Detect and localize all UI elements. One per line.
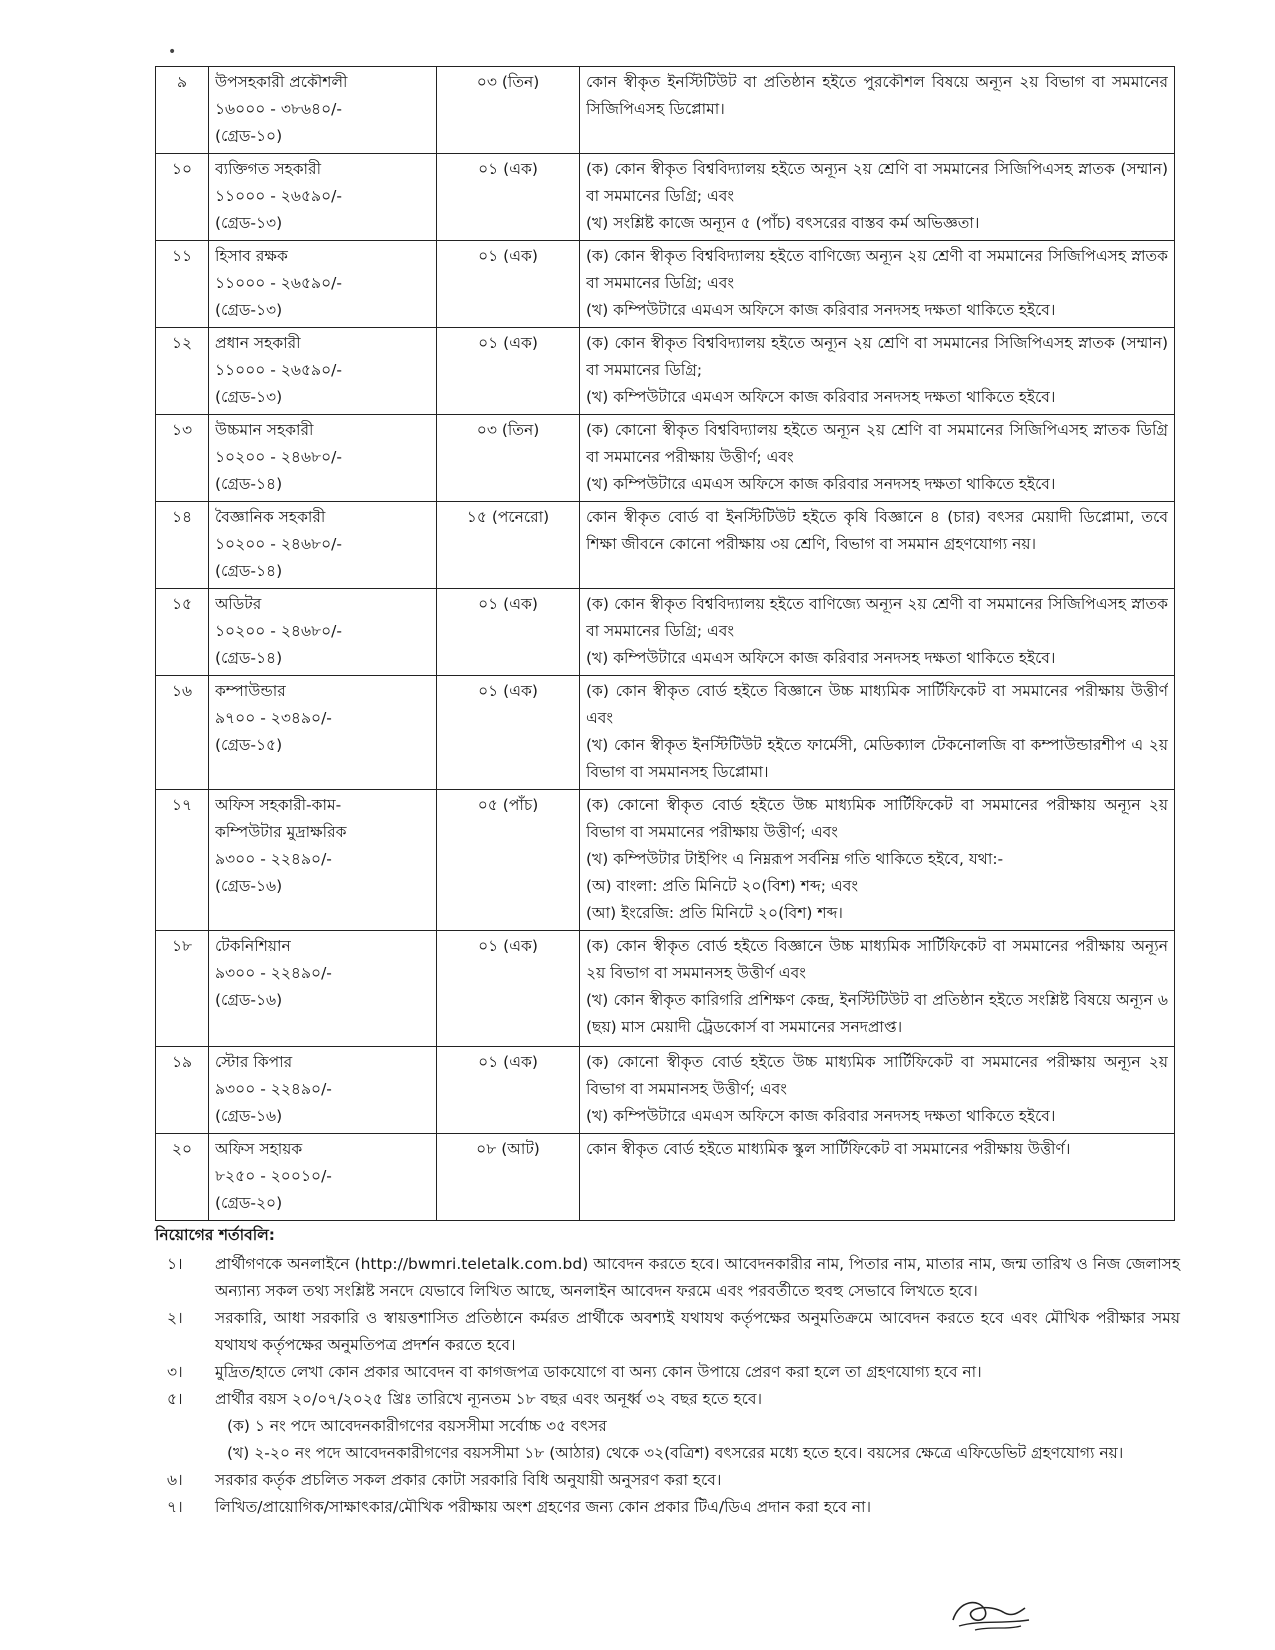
term-text: প্রার্থীর বয়স ২০/০৭/২০২৫ খ্রিঃ তারিখে ন্যূনতম ১৮ বছর এবং অনূর্ধ্ব ৩২ বছর হতে হবে।: [215, 1390, 763, 1408]
term-number: ৭।: [167, 1498, 183, 1516]
post-name: উপসহকারী প্রকৌশলী: [215, 73, 348, 91]
posts-table-body: [156, 67, 1175, 1221]
post-name: হিসাব রক্ষক: [215, 247, 288, 265]
qualification-item: (ক) কোন স্বীকৃত বিশ্ববিদ্যালয় হইতে অন্যূন ২য় শ্রেণি বা সমমানের সিজিপিএসহ স্নাতক (সম্মান) বা সমমানের ডিগ্রি;: [586, 334, 1168, 379]
serial-number-cell: ১৫: [156, 589, 209, 676]
table-row: [156, 154, 1175, 241]
post-name: ব্যক্তিগত সহকারী: [215, 160, 322, 178]
term-item: [155, 1305, 1180, 1359]
post-detail: ৮২৫০ - ২০০১০/-: [215, 1167, 332, 1185]
table-row: [156, 502, 1175, 589]
post-name: অফিস সহকারী-কাম-: [215, 796, 342, 814]
terms-title: নিয়োগের শর্তাবলি:: [155, 1226, 275, 1244]
terms-list: [155, 1251, 1180, 1413]
serial-number-cell: ১৪: [156, 502, 209, 589]
vacancy-count-cell: ০৮ (আট): [437, 1134, 580, 1221]
qualification-item: (খ) সংশ্লিষ্ট কাজে অন্যূন ৫ (পাঁচ) বৎসরের বাস্তব কর্ম অভিজ্ঞতা।: [586, 214, 980, 232]
qualification-item: (খ) কম্পিউটারে এমএস অফিসে কাজ করিবার সনদসহ দক্ষতা থাকিতে হইবে।: [586, 649, 1056, 667]
qualification-item: (ক) কোন স্বীকৃত বিশ্ববিদ্যালয় হইতে বাণিজ্যে অন্যূন ২য় শ্রেণী বা সমমানের সিজিপিএসহ স্নাতক বা সমমানের ডিগ্রি; এবং: [586, 247, 1168, 292]
post-name: অফিস সহায়ক: [215, 1140, 303, 1158]
qualification-item: (আ) ইংরেজি: প্রতি মিনিটে ২০(বিশ) শব্দ।: [586, 904, 843, 922]
qualification-item: কোন স্বীকৃত ইনস্টিটিউট বা প্রতিষ্ঠান হইতে পুরকৌশল বিষয়ে অন্যূন ২য় বিভাগ বা সমমানের সিজিপিএসহ ডিপ্লোমা।: [586, 73, 1168, 118]
post-detail: ৯৩০০ - ২২৪৯০/-: [215, 964, 332, 982]
serial-number-cell: ১৯: [156, 1047, 209, 1134]
term-text: মুদ্রিত/হাতে লেখা কোন প্রকার আবেদন বা কাগজপত্র ডাকযোগে বা অন্য কোন উপায়ে প্রেরণ করা হলে তা গ্রহণযোগ্য হবে না।: [215, 1363, 982, 1381]
term-item: [155, 1359, 1180, 1386]
term-item: [155, 1494, 1180, 1521]
qualification-cell: [580, 790, 1175, 931]
qualification-cell: [580, 676, 1175, 790]
terms-list-continued: [155, 1467, 1180, 1521]
post-detail: ৯৭০০ - ২৩৪৯০/-: [215, 709, 332, 727]
post-detail: (গ্রেড-১৬): [215, 877, 283, 895]
table-row: [156, 67, 1175, 154]
post-name-cell: [209, 790, 437, 931]
post-detail: ৯৩০০ - ২২৪৯০/-: [215, 850, 332, 868]
table-row: [156, 790, 1175, 931]
terms-section: [155, 1222, 1180, 1521]
post-detail: (গ্রেড-১৩): [215, 214, 283, 232]
post-detail: ১১০০০ - ২৬৫৯০/-: [215, 274, 342, 292]
post-name: অডিটর: [215, 595, 262, 613]
post-name-cell: [209, 676, 437, 790]
qualification-cell: [580, 1134, 1175, 1221]
post-detail: (গ্রেড-১০): [215, 127, 283, 145]
table-row: [156, 676, 1175, 790]
serial-number-cell: ৯: [156, 67, 209, 154]
qualification-item: (খ) কম্পিউটারে এমএস অফিসে কাজ করিবার সনদসহ দক্ষতা থাকিতে হইবে।: [586, 388, 1056, 406]
term-text: লিখিত/প্রায়োগিক/সাক্ষাৎকার/মৌখিক পরীক্ষায় অংশ গ্রহণের জন্য কোন প্রকার টিএ/ডিএ প্রদান করা হবে না।: [215, 1498, 872, 1516]
vacancy-count-cell: ০১ (এক): [437, 1047, 580, 1134]
post-detail: (গ্রেড-১৩): [215, 388, 283, 406]
serial-number-cell: ১৩: [156, 415, 209, 502]
term-number: ১।: [167, 1255, 183, 1273]
term-item: [155, 1386, 1180, 1413]
post-detail: (গ্রেড-১৬): [215, 1107, 283, 1125]
post-name: প্রধান সহকারী: [215, 334, 301, 352]
qualification-cell: [580, 328, 1175, 415]
post-detail: ১০২০০ - ২৪৬৮০/-: [215, 535, 342, 553]
qualification-item: (খ) কম্পিউটার টাইপিং এ নিম্নরূপ সর্বনিম্ন গতি থাকিতে হইবে, যথা:-: [586, 850, 1004, 868]
qualification-item: (ক) কোন স্বীকৃত বোর্ড হইতে বিজ্ঞানে উচ্চ মাধ্যমিক সার্টিফিকেট বা সমমানের পরীক্ষায় উত্তীর্ণ এবং: [586, 682, 1168, 727]
post-detail: ১০২০০ - ২৪৬৮০/-: [215, 622, 342, 640]
qualification-cell: [580, 1047, 1175, 1134]
post-detail: (গ্রেড-১৫): [215, 736, 283, 754]
table-row: [156, 415, 1175, 502]
post-name: কম্পাউন্ডার: [215, 682, 286, 700]
post-name: বৈজ্ঞানিক সহকারী: [215, 508, 326, 526]
post-detail: (গ্রেড-১৬): [215, 991, 283, 1009]
table-row: [156, 1134, 1175, 1221]
post-name-cell: [209, 67, 437, 154]
serial-number-cell: ১২: [156, 328, 209, 415]
qualification-item: (খ) কোন স্বীকৃত ইনস্টিটিউট হইতে ফার্মেসী, মেডিক্যাল টেকনোলজি বা কম্পাউন্ডারশীপ এ ২য় বিভাগ বা সমমানসহ ডিপ্লোমা।: [586, 736, 1168, 781]
vacancy-count-cell: ০৫ (পাঁচ): [437, 790, 580, 931]
table-row: [156, 241, 1175, 328]
qualification-item: (ক) কোন স্বীকৃত বোর্ড হইতে বিজ্ঞানে উচ্চ মাধ্যমিক সার্টিফিকেট বা সমমানের পরীক্ষায় অন্যূন ২য় বিভাগ বা সমমানসহ উত্তীর্ণ এবং: [586, 937, 1168, 982]
post-name-cell: [209, 1047, 437, 1134]
qualification-item: (খ) কম্পিউটারে এমএস অফিসে কাজ করিবার সনদসহ দক্ষতা থাকিতে হইবে।: [586, 301, 1056, 319]
age-limit-a: (ক) ১ নং পদে আবেদনকারীগণের বয়সসীমা সর্বোচ্চ ৩৫ বৎসর: [227, 1417, 607, 1435]
post-detail: ১১০০০ - ২৬৫৯০/-: [215, 187, 342, 205]
serial-number-cell: ২০: [156, 1134, 209, 1221]
qualification-item: কোন স্বীকৃত বোর্ড বা ইনস্টিটিউট হইতে কৃষি বিজ্ঞানে ৪ (চার) বৎসর মেয়াদী ডিপ্লোমা, তবে শিক্ষা জীবনে কোনো পরীক্ষায় ৩য় শ্রেণি, বিভাগ বা সমমান গ্রহণযোগ্য নয়।: [586, 508, 1168, 553]
qualification-item: (খ) কম্পিউটারে এমএস অফিসে কাজ করিবার সনদসহ দক্ষতা থাকিতে হইবে।: [586, 475, 1056, 493]
age-limit-b: (খ) ২-২০ নং পদে আবেদনকারীগণের বয়সসীমা ১৮ (আঠার) থেকে ৩২(বত্রিশ) বৎসরের মধ্যে হতে হবে। বয়সের ক্ষেত্রে এফিডেভিট গ্রহণযোগ্য নয়।: [227, 1444, 1124, 1462]
post-name-cell: [209, 589, 437, 676]
post-name-cell: [209, 241, 437, 328]
term-text: সরকার কর্তৃক প্রচলিত সকল প্রকার কোটা সরকারি বিধি অনুযায়ী অনুসরণ করা হবে।: [215, 1471, 722, 1489]
qualification-cell: [580, 67, 1175, 154]
post-detail: (গ্রেড-১৪): [215, 649, 283, 667]
serial-number-cell: ১০: [156, 154, 209, 241]
term-number: ৩।: [167, 1363, 183, 1381]
post-detail: (গ্রেড-১৪): [215, 475, 283, 493]
qualification-item: (খ) কোন স্বীকৃত কারিগরি প্রশিক্ষণ কেন্দ্র, ইনস্টিটিউট বা প্রতিষ্ঠান হইতে সংশ্লিষ্ট বিষয়ে অন্যূন ৬ (ছয়) মাস মেয়াদী ট্রেডকোর্স বা সমমানের সনদপ্রাপ্ত।: [586, 991, 1168, 1036]
post-name: উচ্চমান সহকারী: [215, 421, 314, 439]
post-name-cell: [209, 931, 437, 1047]
post-detail: ৯৩০০ - ২২৪৯০/-: [215, 1080, 332, 1098]
serial-number-cell: ১৮: [156, 931, 209, 1047]
qualification-item: (অ) বাংলা: প্রতি মিনিটে ২০(বিশ) শব্দ; এবং: [586, 877, 859, 895]
table-row: [156, 931, 1175, 1047]
post-detail: কম্পিউটার মুদ্রাক্ষরিক: [215, 823, 347, 841]
vacancy-count-cell: ০১ (এক): [437, 241, 580, 328]
qualification-cell: [580, 154, 1175, 241]
posts-table: [155, 66, 1175, 1221]
term-text: প্রার্থীগণকে অনলাইনে (http://bwmri.teletalk.com.bd) আবেদন করতে হবে। আবেদনকারীর নাম, পিতার নাম, মাতার নাম, জন্ম তারিখ ও নিজ জেলাসহ অন্যান্য সকল তথ্য সংশ্লিষ্ট সনদে যেভাবে লিখিত আছে, অনলাইন আবেদন ফরমে এবং পরবর্তীতে হুবহু সেভাবে লিখতে হবে।: [215, 1255, 1180, 1300]
qualification-cell: [580, 502, 1175, 589]
term-number: ৫।: [167, 1390, 183, 1408]
vacancy-count-cell: ০৩ (তিন): [437, 415, 580, 502]
term-number: ৬।: [167, 1471, 183, 1489]
table-row: [156, 589, 1175, 676]
term-item: [155, 1467, 1180, 1494]
qualification-cell: [580, 241, 1175, 328]
term-item: [155, 1251, 1180, 1305]
term-text: সরকারি, আধা সরকারি ও স্বায়ত্তশাসিত প্রতিষ্ঠানে কর্মরত প্রার্থীকে অবশ্যই যথাযথ কর্তৃপক্ষের অনুমতিক্রমে আবেদন করতে হবে এবং মৌখিক পরীক্ষার সময় যথাযথ কর্তৃপক্ষের অনুমতিপত্র প্রদর্শন করতে হবে।: [215, 1309, 1180, 1354]
post-name-cell: [209, 328, 437, 415]
qualification-cell: [580, 931, 1175, 1047]
vacancy-count-cell: ০১ (এক): [437, 676, 580, 790]
vacancy-count-cell: ০১ (এক): [437, 328, 580, 415]
qualification-item: (ক) কোনো স্বীকৃত বোর্ড হইতে উচ্চ মাধ্যমিক সার্টিফিকেট বা সমমানের পরীক্ষায় অন্যূন ২য় বিভাগ বা সমমানের পরীক্ষায় উত্তীর্ণ; এবং: [586, 796, 1168, 841]
post-detail: (গ্রেড-১৩): [215, 301, 283, 319]
qualification-item: (খ) কম্পিউটারে এমএস অফিসে কাজ করিবার সনদসহ দক্ষতা থাকিতে হইবে।: [586, 1107, 1056, 1125]
table-row: [156, 328, 1175, 415]
post-name: টেকনিশিয়ান: [215, 937, 291, 955]
vacancy-count-cell: ০১ (এক): [437, 931, 580, 1047]
table-row: [156, 1047, 1175, 1134]
vacancy-count-cell: ০১ (এক): [437, 589, 580, 676]
vacancy-count-cell: ০৩ (তিন): [437, 67, 580, 154]
serial-number-cell: ১৬: [156, 676, 209, 790]
qualification-item: (ক) কোনো স্বীকৃত বিশ্ববিদ্যালয় হইতে অন্যূন ২য় শ্রেণি বা সমমানের সিজিপিএসহ স্নাতক ডিগ্রি বা সমমানের পরীক্ষায় উত্তীর্ণ; এবং: [586, 421, 1168, 466]
stray-mark: •: [168, 44, 177, 60]
post-detail: ১১০০০ - ২৬৫৯০/-: [215, 361, 342, 379]
qualification-cell: [580, 589, 1175, 676]
post-detail: ১০২০০ - ২৪৬৮০/-: [215, 448, 342, 466]
qualification-cell: [580, 415, 1175, 502]
term-number: ২।: [167, 1309, 183, 1327]
vacancy-count-cell: ১৫ (পনেরো): [437, 502, 580, 589]
serial-number-cell: ১৭: [156, 790, 209, 931]
post-name-cell: [209, 154, 437, 241]
post-detail: (গ্রেড-২০): [215, 1194, 283, 1212]
qualification-item: কোন স্বীকৃত বোর্ড হইতে মাধ্যমিক স্কুল সার্টিফিকেট বা সমমানের পরীক্ষায় উত্তীর্ণ।: [586, 1140, 1071, 1158]
serial-number-cell: ১১: [156, 241, 209, 328]
qualification-item: (ক) কোন স্বীকৃত বিশ্ববিদ্যালয় হইতে অন্যূন ২য় শ্রেণি বা সমমানের সিজিপিএসহ স্নাতক (সম্মান) বা সমমানের ডিগ্রি; এবং: [586, 160, 1168, 205]
vacancy-count-cell: ০১ (এক): [437, 154, 580, 241]
qualification-item: (ক) কোন স্বীকৃত বিশ্ববিদ্যালয় হইতে বাণিজ্যে অন্যূন ২য় শ্রেণী বা সমমানের সিজিপিএসহ স্নাতক বা সমমানের ডিগ্রি; এবং: [586, 595, 1168, 640]
post-name-cell: [209, 502, 437, 589]
signature-image: [945, 1590, 1035, 1635]
post-name-cell: [209, 415, 437, 502]
post-name-cell: [209, 1134, 437, 1221]
post-detail: ১৬০০০ - ৩৮৬৪০/-: [215, 100, 342, 118]
qualification-item: (ক) কোনো স্বীকৃত বোর্ড হইতে উচ্চ মাধ্যমিক সার্টিফিকেট বা সমমানের পরীক্ষায় অন্যূন ২য় বিভাগ বা সমমানসহ উত্তীর্ণ; এবং: [586, 1053, 1168, 1098]
post-detail: (গ্রেড-১৪): [215, 562, 283, 580]
post-name: স্টোর কিপার: [215, 1053, 293, 1071]
